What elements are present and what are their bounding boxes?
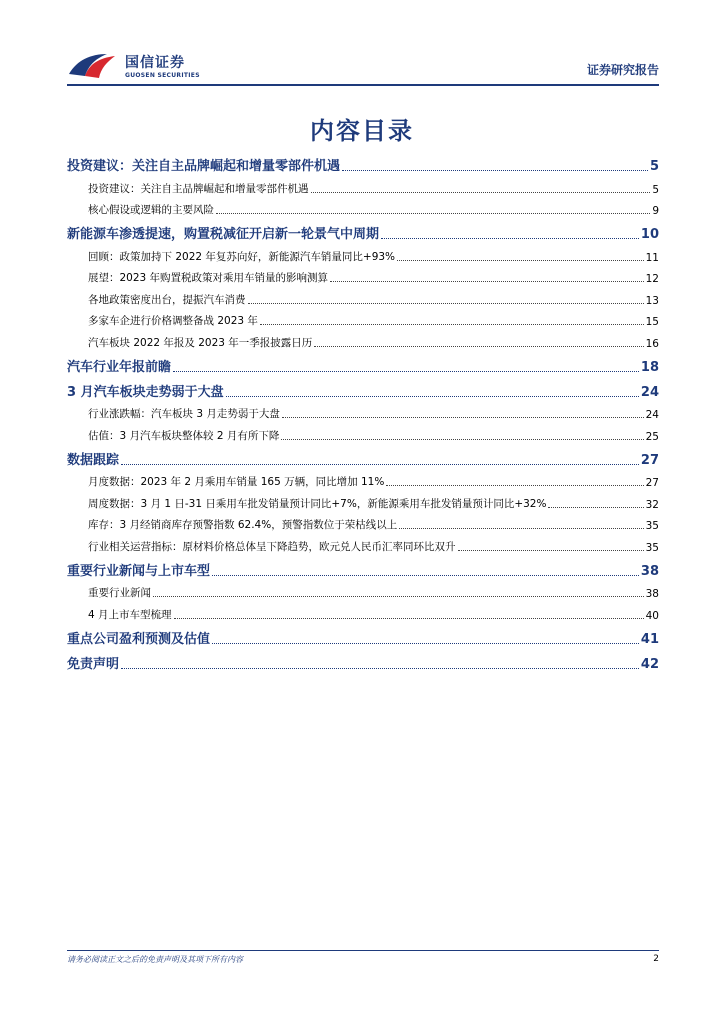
toc-page-number: 16	[645, 337, 659, 350]
toc-page-number: 35	[645, 520, 659, 532]
table-of-contents	[67, 150, 659, 673]
toc-subsection-entry[interactable]	[67, 308, 659, 330]
toc-subsection-entry[interactable]	[67, 422, 659, 444]
page-number: 2	[653, 954, 659, 964]
toc-section-entry[interactable]	[67, 351, 659, 376]
toc-dot-leader	[548, 507, 643, 508]
toc-subsection-entry[interactable]	[67, 175, 659, 197]
toc-page-number: 27	[640, 452, 659, 468]
logo-chinese-text: 国信证券	[125, 55, 185, 71]
toc-dot-leader	[314, 346, 643, 347]
toc-dot-leader	[173, 371, 639, 372]
toc-page-number: 11	[645, 251, 659, 264]
toc-page-number: 38	[645, 588, 659, 600]
toc-dot-leader	[226, 396, 639, 397]
toc-page-number: 38	[640, 563, 659, 579]
toc-entry-title: 回顾：政策加持下 2022 年复苏向好，新能源汽车销量同比+93%	[88, 250, 396, 263]
footer-divider	[67, 950, 659, 951]
toc-entry-title: 周度数据：3 月 1 日-31 日乘用车批发销量预计同比+7%，新能源乘用车批发销量预计同比+32%	[88, 497, 547, 510]
guosen-logo	[67, 46, 200, 82]
toc-subsection-entry[interactable]	[67, 329, 659, 351]
toc-page-number: 5	[652, 183, 659, 196]
toc-page-number: 15	[645, 316, 659, 328]
toc-page-number: 24	[640, 384, 659, 400]
toc-dot-leader	[216, 213, 650, 214]
toc-dot-leader	[174, 618, 644, 619]
toc-page-number: 41	[640, 631, 659, 647]
toc-entry-title: 新能源车渗透提速，购置税减征开启新一轮景气中周期	[67, 227, 380, 242]
toc-entry-title: 月度数据：2023 年 2 月乘用车销量 165 万辆，同比增加 11%	[88, 476, 385, 488]
guosen-logo-mark-icon	[67, 50, 121, 80]
toc-entry-title: 估值：3 月汽车板块整体较 2 月有所下降	[88, 429, 280, 442]
toc-page-number: 27	[645, 477, 659, 489]
toc-dot-leader	[121, 668, 639, 669]
toc-page-number: 9	[652, 205, 659, 217]
toc-dot-leader	[342, 170, 648, 171]
toc-subsection-entry[interactable]	[67, 512, 659, 534]
toc-subsection-entry[interactable]	[67, 286, 659, 308]
toc-dot-leader	[212, 643, 639, 644]
toc-dot-leader	[330, 281, 644, 282]
footer-disclaimer: 请务必阅读正文之后的免责声明及其项下所有内容	[67, 955, 243, 964]
toc-entry-title: 汽车行业年报前瞻	[67, 359, 172, 375]
toc-subsection-entry[interactable]	[67, 243, 659, 265]
logo-english-text: GUOSEN SECURITIES	[125, 72, 200, 79]
toc-page-number: 40	[645, 609, 659, 622]
toc-dot-leader	[458, 550, 644, 551]
toc-entry-title: 数据跟踪	[67, 452, 120, 468]
toc-subsection-entry[interactable]	[67, 490, 659, 512]
toc-entry-title: 核心假设或逻辑的主要风险	[88, 204, 214, 216]
toc-section-entry[interactable]	[67, 150, 659, 175]
toc-entry-title: 4 月上市车型梳理	[88, 608, 172, 621]
toc-entry-title: 重要行业新闻	[88, 587, 151, 599]
toc-section-entry[interactable]	[67, 444, 659, 469]
toc-entry-title: 库存：3 月经销商库存预警指数 62.4%，预警指数位于荣枯线以上	[88, 519, 398, 531]
toc-subsection-entry[interactable]	[67, 401, 659, 423]
page-title: 内容目录	[310, 117, 414, 145]
toc-subsection-entry[interactable]	[67, 265, 659, 287]
page-header	[67, 46, 659, 84]
toc-page-number: 13	[645, 294, 659, 307]
toc-page-number: 10	[640, 227, 659, 242]
toc-section-entry[interactable]	[67, 218, 659, 243]
toc-dot-leader	[212, 575, 639, 576]
toc-subsection-entry[interactable]	[67, 197, 659, 219]
toc-dot-leader	[399, 528, 643, 529]
toc-dot-leader	[248, 303, 644, 304]
toc-page-number: 24	[645, 409, 659, 421]
toc-section-entry[interactable]	[67, 623, 659, 648]
toc-dot-leader	[281, 439, 643, 440]
toc-entry-title: 重要行业新闻与上市车型	[67, 563, 211, 579]
toc-page-number: 12	[645, 273, 659, 285]
toc-subsection-entry[interactable]	[67, 533, 659, 555]
toc-section-entry[interactable]	[67, 376, 659, 401]
toc-page-number: 25	[645, 430, 659, 443]
toc-entry-title: 行业涨跌幅：汽车板块 3 月走势弱于大盘	[88, 408, 280, 420]
toc-dot-leader	[282, 417, 644, 418]
toc-entry-title: 重点公司盈利预测及估值	[67, 631, 211, 647]
toc-section-entry[interactable]	[67, 648, 659, 673]
toc-entry-title: 行业相关运营指标：原材料价格总体呈下降趋势，欧元兑人民币汇率同环比双升	[88, 540, 456, 553]
toc-page-number: 42	[640, 656, 659, 672]
toc-entry-title: 汽车板块 2022 年报及 2023 年一季报披露日历	[88, 336, 313, 349]
toc-entry-title: 投资建议：关注自主品牌崛起和增量零部件机遇	[88, 182, 309, 195]
toc-entry-title: 展望：2023 年购置税政策对乘用车销量的影响测算	[88, 272, 329, 284]
toc-subsection-entry[interactable]	[67, 601, 659, 623]
toc-dot-leader	[153, 596, 644, 597]
toc-subsection-entry[interactable]	[67, 580, 659, 602]
toc-dot-leader	[121, 464, 639, 465]
toc-subsection-entry[interactable]	[67, 469, 659, 491]
toc-page-number: 5	[649, 159, 659, 174]
toc-entry-title: 免责声明	[67, 656, 120, 672]
report-type-label: 证券研究报告	[586, 63, 659, 77]
toc-page-number: 35	[645, 541, 659, 554]
toc-page-number: 32	[645, 498, 659, 511]
toc-entry-title: 各地政策密度出台，提振汽车消费	[88, 293, 246, 306]
toc-entry-title: 3 月汽车板块走势弱于大盘	[67, 384, 224, 400]
toc-entry-title: 投资建议：关注自主品牌崛起和增量零部件机遇	[67, 159, 341, 174]
toc-page-number: 18	[640, 359, 659, 375]
toc-dot-leader	[381, 238, 639, 239]
toc-section-entry[interactable]	[67, 555, 659, 580]
toc-entry-title: 多家车企进行价格调整备战 2023 年	[88, 315, 258, 327]
toc-dot-leader	[386, 485, 643, 486]
header-divider	[67, 84, 659, 86]
toc-dot-leader	[311, 192, 651, 193]
toc-dot-leader	[397, 260, 644, 261]
toc-dot-leader	[260, 324, 644, 325]
